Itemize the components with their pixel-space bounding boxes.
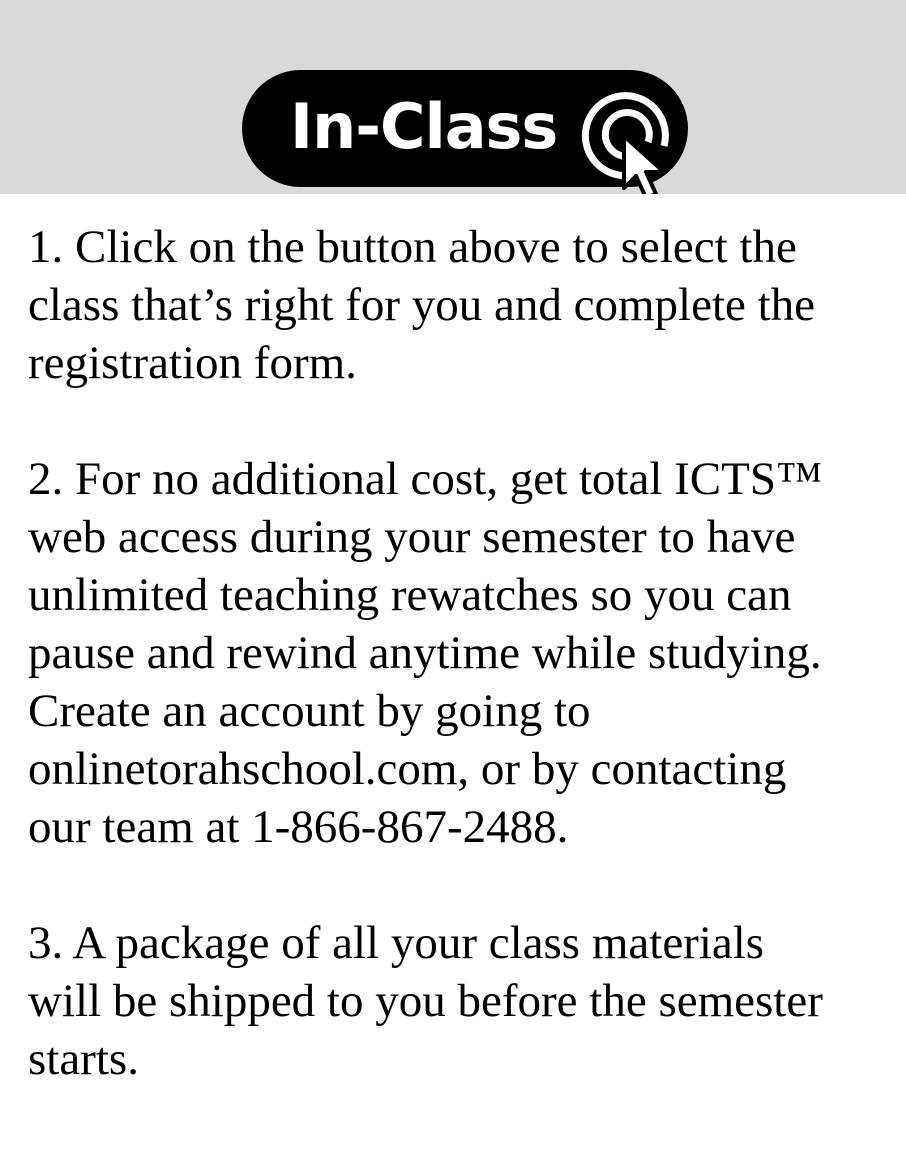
step-2-text: 2. For no additional cost, get total ICTS™ web access during your semester to have unlimited teaching rewatches so you can pause and rewind anytime while studying. Create an account by going to onlinetorahschool.com, or by contacting our team at 1-866-867-2488. [28, 453, 823, 853]
step-3-text: 3. A package of all your class materials will be shipped to you before the semester starts. [28, 917, 823, 1085]
in-class-button[interactable] [242, 70, 688, 187]
instructions [28, 218, 888, 1146]
step-1-text: 1. Click on the button above to select the class that’s right for you and complete the registration form. [28, 221, 816, 389]
header-banner [0, 0, 906, 194]
click-cursor-icon [572, 84, 682, 194]
in-class-button-label: In-Class [290, 90, 558, 163]
